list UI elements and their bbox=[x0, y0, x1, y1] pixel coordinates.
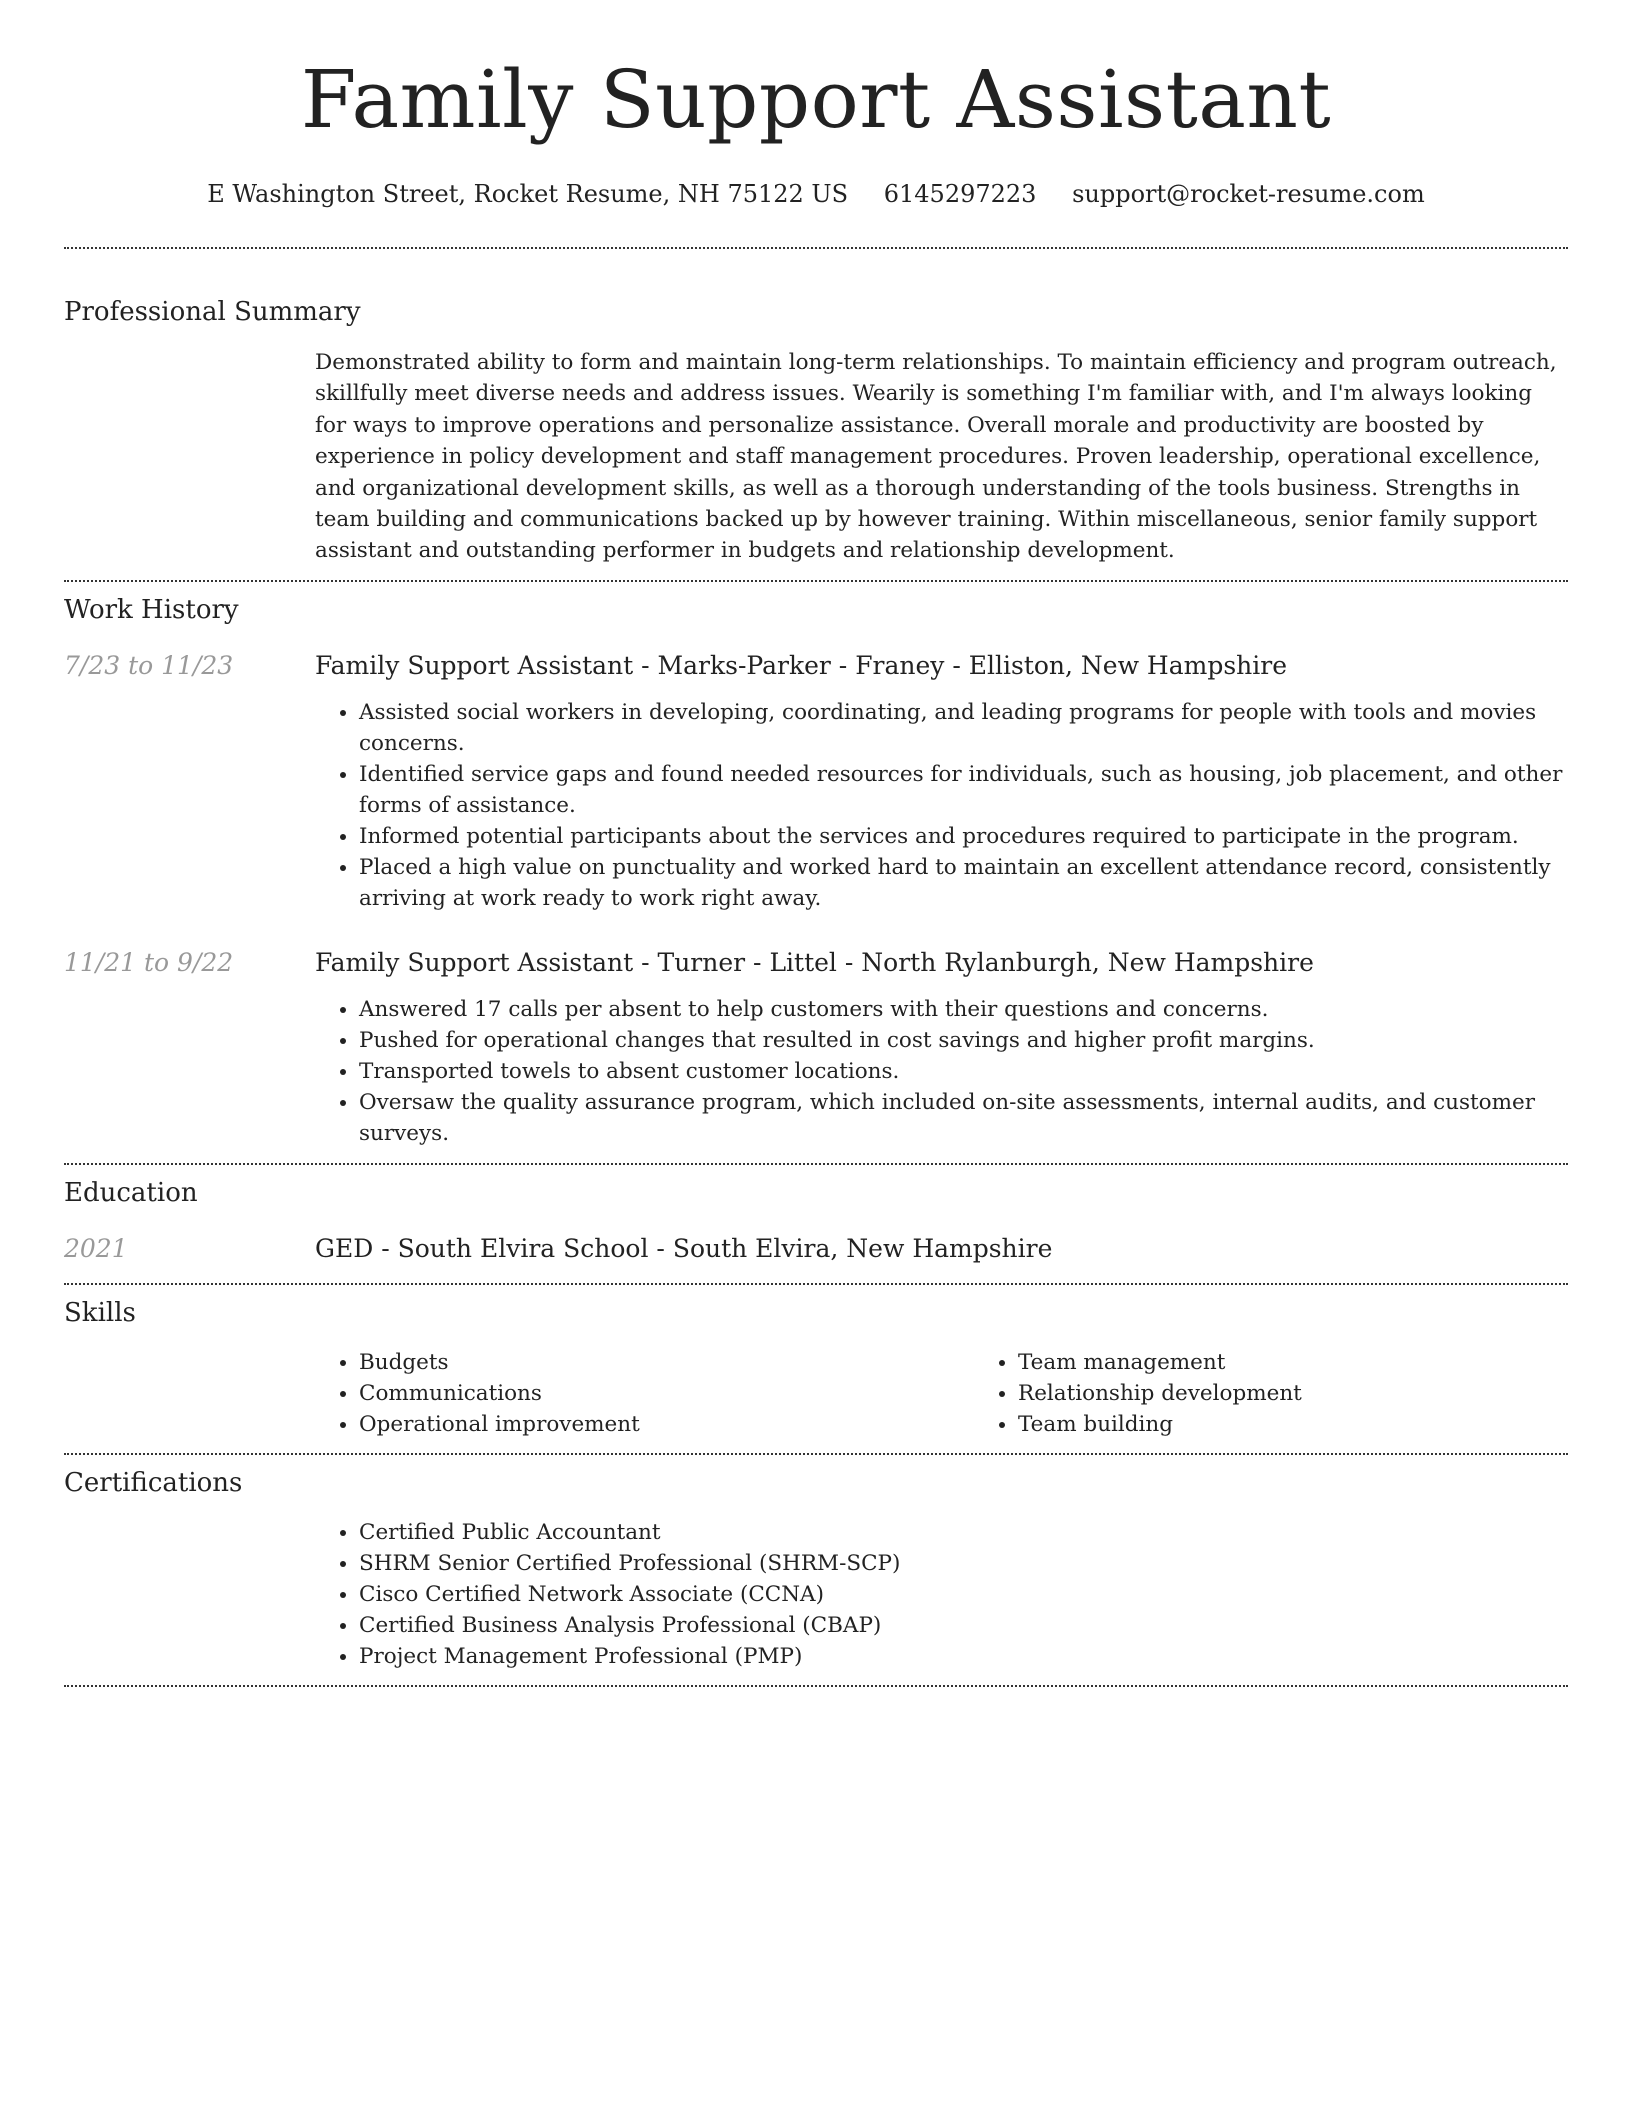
skill-item: • Relationship development bbox=[1018, 1378, 1632, 1409]
job-bullets bbox=[315, 697, 1568, 914]
certification-item: • Project Management Professional (PMP) bbox=[359, 1641, 1568, 1672]
skills-title: Skills bbox=[64, 1297, 136, 1328]
divider bbox=[64, 247, 1568, 249]
contact-address: E Washington Street, Rocket Resume, NH 75122 US bbox=[207, 180, 849, 208]
job-dates: 11/21 to 9/22 bbox=[64, 947, 234, 977]
work-section bbox=[64, 593, 1568, 1149]
job-heading: Family Support Assistant - Turner - Littel - North Rylanburgh, New Hampshire bbox=[315, 947, 1314, 977]
certification-item: • Certified Business Analysis Professional (CBAP) bbox=[359, 1610, 1568, 1641]
list-item: • Placed a high value on punctuality and worked hard to maintain an excellent attendance record, consistently arriving at work ready to work right away. bbox=[359, 852, 1568, 914]
skill-item: • Team building bbox=[1018, 1409, 1632, 1440]
list-item: • Transported towels to absent customer locations. bbox=[359, 1056, 1568, 1087]
certification-item: • SHRM Senior Certified Professional (SHRM-SCP) bbox=[359, 1548, 1568, 1579]
skills-section bbox=[64, 1296, 1568, 1440]
divider bbox=[64, 1685, 1568, 1687]
education-section bbox=[64, 1176, 1568, 1266]
certifications-section bbox=[64, 1466, 1568, 1672]
skills-list bbox=[315, 1347, 974, 1440]
skills-list bbox=[974, 1347, 1632, 1440]
resume-name: Family Support Assistant bbox=[300, 53, 1332, 146]
summary-section bbox=[64, 295, 1568, 567]
skill-item: • Communications bbox=[359, 1378, 974, 1409]
summary-title: Professional Summary bbox=[64, 297, 361, 327]
list-item: • Assisted social workers in developing, coordinating, and leading programs for people with tools and movies concerns. bbox=[359, 697, 1568, 759]
job-entry bbox=[64, 946, 1568, 1149]
certifications-list bbox=[315, 1517, 1568, 1672]
list-item: • Pushed for operational changes that resulted in cost savings and higher profit margins. bbox=[359, 1025, 1568, 1056]
job-bullets bbox=[315, 994, 1568, 1149]
education-year: 2021 bbox=[64, 1233, 128, 1263]
list-item: • Answered 17 calls per absent to help customers with their questions and concerns. bbox=[359, 994, 1568, 1025]
skill-item: • Operational improvement bbox=[359, 1409, 974, 1440]
list-item: • Identified service gaps and found needed resources for individuals, such as housing, job placement, and other forms of assistance. bbox=[359, 759, 1568, 821]
education-entry: GED - South Elvira School - South Elvira, New Hampshire bbox=[315, 1233, 1053, 1263]
contact-line bbox=[64, 178, 1568, 210]
certification-item: • Certified Public Accountant bbox=[359, 1517, 1568, 1548]
divider bbox=[64, 1453, 1568, 1455]
certification-item: • Cisco Certified Network Associate (CCNA) bbox=[359, 1579, 1568, 1610]
summary-text: Demonstrated ability to form and maintain long-term relationships. To maintain efficiency and program outreach, skillfully meet diverse needs and address issues. Wearily is something I'm familiar with, and I'm always looking for ways to improve operations and personalize assistance. Overall morale and productivity are boosted by experience in policy development and staff management procedures. Proven leadership, operational excellence, and organizational development skills, as well as a thorough understanding of the tools business. Strengths in team building and communications backed up by however training. Within miscellaneous, senior family support assistant and outstanding performer in budgets and relationship development. bbox=[315, 350, 1557, 564]
contact-email: support@rocket-resume.com bbox=[1072, 180, 1425, 208]
job-dates: 7/23 to 11/23 bbox=[64, 650, 234, 680]
job-heading: Family Support Assistant - Marks-Parker - Franey - Elliston, New Hampshire bbox=[315, 650, 1288, 680]
divider bbox=[64, 1283, 1568, 1285]
work-title: Work History bbox=[64, 594, 239, 625]
education-title: Education bbox=[64, 1177, 198, 1208]
certifications-title: Certifications bbox=[64, 1467, 243, 1498]
list-item: • Informed potential participants about the services and procedures required to participate in the program. bbox=[359, 821, 1568, 852]
skill-item: • Team management bbox=[1018, 1347, 1632, 1378]
job-entry bbox=[64, 649, 1568, 914]
divider bbox=[64, 1163, 1568, 1165]
contact-phone: 6145297223 bbox=[883, 180, 1037, 208]
divider bbox=[64, 580, 1568, 582]
resume-page bbox=[64, 0, 1568, 1687]
list-item: • Oversaw the quality assurance program, which included on-site assessments, internal audits, and customer surveys. bbox=[359, 1087, 1568, 1149]
skill-item: • Budgets bbox=[359, 1347, 974, 1378]
